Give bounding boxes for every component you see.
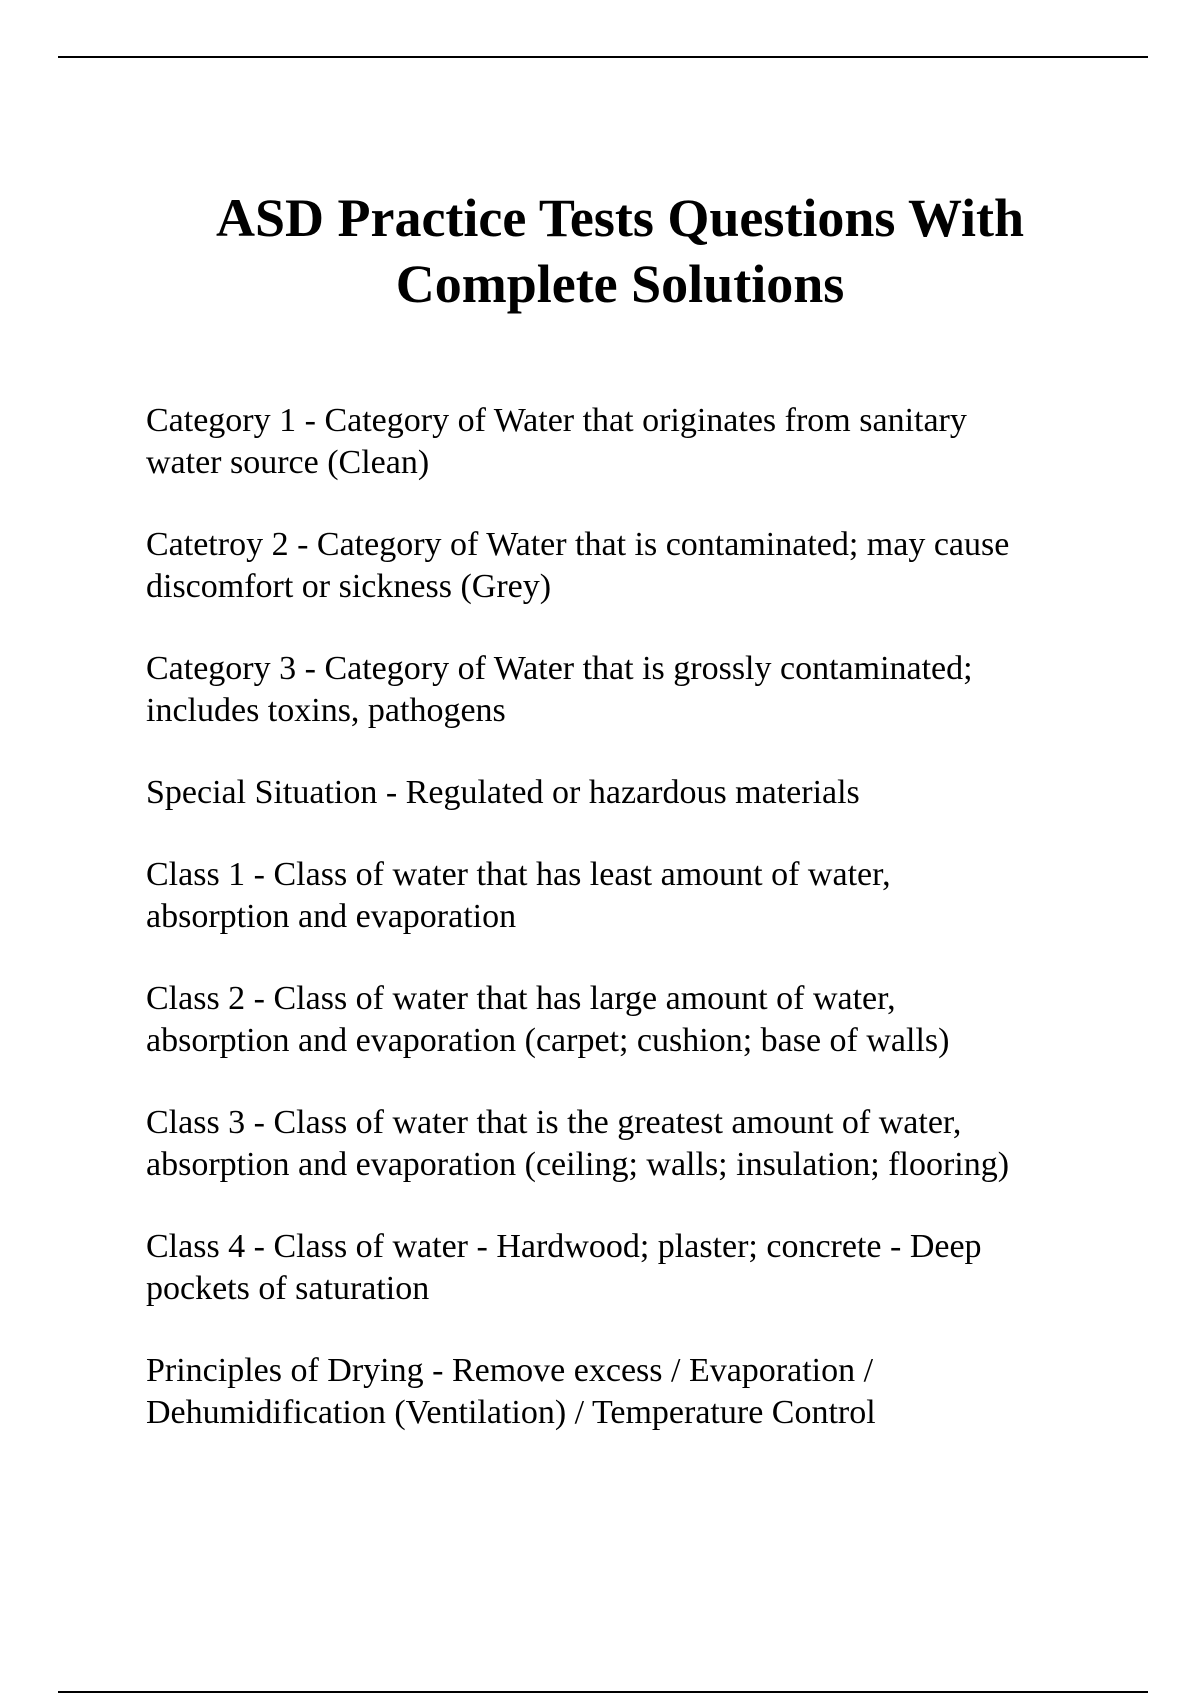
qa-entry-line: Class 2 - Class of water that has large amount of water, bbox=[146, 980, 896, 1017]
title-line-1: ASD Practice Tests Questions With bbox=[215, 188, 1025, 248]
qa-entry-line: includes toxins, pathogens bbox=[146, 692, 506, 729]
qa-entry-line: Dehumidification (Ventilation) / Temperature Control bbox=[146, 1394, 876, 1431]
qa-entry-special-situation bbox=[146, 772, 1146, 814]
qa-entry-category-3 bbox=[146, 648, 1146, 732]
qa-entry-line: Category 1 - Category of Water that originates from sanitary bbox=[146, 402, 967, 439]
title-line-2: Complete Solutions bbox=[395, 254, 845, 314]
qa-entry-class-4 bbox=[146, 1226, 1146, 1310]
qa-entry-line: water source (Clean) bbox=[146, 444, 430, 481]
qa-entry-line: pockets of saturation bbox=[146, 1270, 430, 1307]
qa-list bbox=[146, 400, 1146, 1474]
qa-entry-category-2 bbox=[146, 524, 1146, 608]
qa-entry-line: Catetroy 2 - Category of Water that is contaminated; may cause bbox=[146, 526, 1010, 563]
qa-entry-class-3 bbox=[146, 1102, 1146, 1186]
qa-entry-class-2 bbox=[146, 978, 1146, 1062]
qa-entry-line: absorption and evaporation (carpet; cushion; base of walls) bbox=[146, 1022, 950, 1059]
qa-entry-line: Class 1 - Class of water that has least amount of water, bbox=[146, 856, 891, 893]
qa-entry-class-1 bbox=[146, 854, 1146, 938]
qa-entry-line: Class 4 - Class of water - Hardwood; plaster; concrete - Deep bbox=[146, 1228, 982, 1265]
qa-entry-line: Special Situation - Regulated or hazardous materials bbox=[146, 774, 860, 811]
qa-entry-line: absorption and evaporation (ceiling; walls; insulation; flooring) bbox=[146, 1146, 1010, 1183]
header-rule bbox=[58, 56, 1148, 58]
qa-entry-line: Category 3 - Category of Water that is grossly contaminated; bbox=[146, 650, 973, 687]
page-title bbox=[100, 185, 1140, 317]
qa-entry-line: Principles of Drying - Remove excess / Evaporation / bbox=[146, 1352, 874, 1389]
qa-entry-line: Class 3 - Class of water that is the greatest amount of water, bbox=[146, 1104, 962, 1141]
qa-entry-line: absorption and evaporation bbox=[146, 898, 517, 935]
qa-entry-principles-of-drying bbox=[146, 1350, 1146, 1434]
footer-rule bbox=[58, 1691, 1148, 1693]
qa-entry-category-1 bbox=[146, 400, 1146, 484]
qa-entry-line: discomfort or sickness (Grey) bbox=[146, 568, 552, 605]
